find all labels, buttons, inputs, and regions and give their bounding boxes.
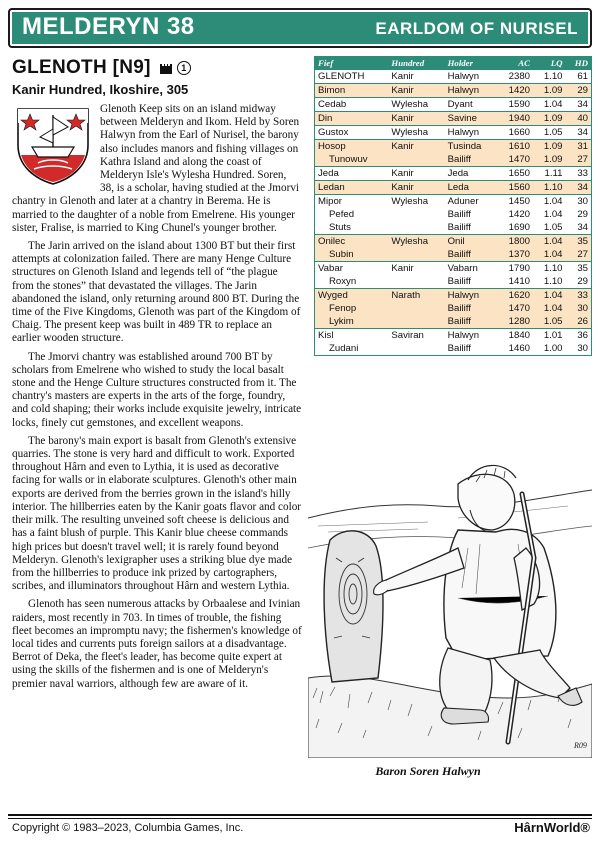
table-row	[315, 70, 592, 84]
hd-cell: 61	[566, 70, 592, 84]
article-paragraph: The Jarin arrived on the island about 1300 BT but their first attempts at colonization failed. There are many Henge Culture structures on Glenoth Island and legends tell of “the plague from the stones” that devastated the villages. The Jarin abandoned the island, only returning around 800 BT. During the time of the Five Kingdoms, Glenoth was part of the Kingdom of Chaig. The present keep was built in 489 TR to replace an earlier wooden structure.	[12, 240, 301, 345]
article-body	[12, 103, 302, 691]
lq-cell: 1.11	[533, 166, 566, 180]
table-row	[315, 329, 592, 343]
table-header-row	[315, 57, 592, 70]
hundred-cell: Wylesha	[388, 125, 444, 139]
hundred-cell: Kanir	[388, 111, 444, 125]
hundred-cell	[388, 221, 444, 235]
hd-cell: 35	[566, 234, 592, 248]
lq-cell: 1.09	[533, 153, 566, 167]
hundred-cell	[388, 248, 444, 262]
baron-illustration	[308, 398, 592, 758]
ac-cell: 1650	[497, 166, 533, 180]
count-badge: 1	[177, 61, 191, 75]
fief-table	[314, 56, 592, 356]
illustration-caption: Baron Soren Halwyn	[375, 764, 481, 778]
brand-logo-text: HârnWorld®	[514, 820, 590, 835]
hd-cell: 35	[577, 262, 588, 274]
table-row	[315, 288, 592, 302]
lq-cell: 1.10	[533, 275, 566, 289]
holder-cell: Bailiff	[445, 153, 497, 167]
header-lq: LQ	[533, 57, 566, 70]
fief-cell: Zudani	[315, 342, 389, 356]
lq-cell: 1.04	[533, 97, 566, 111]
table-row	[315, 166, 592, 180]
fief-cell: Bimon	[315, 83, 389, 97]
hundred-cell: Kanir	[388, 83, 444, 97]
table-row	[315, 315, 592, 329]
hd-cell: 34	[566, 97, 592, 111]
article-paragraph: Glenoth has seen numerous attacks by Orbaalese and Ivinian raiders, most recently in 703. In times of trouble, the fishing fleet becomes an impromptu navy; the fishermen's knowledge of local tides and currents puts foreign sailors at a disadvantage. Berrot of Deka, the fleet's leader, has become quite expert at using the skills of the fishermen and is one of Melderyn's premier naval warriors, although few are aware of it.	[12, 598, 302, 690]
lq-cell: 1.09	[533, 139, 566, 153]
table-row	[315, 234, 592, 248]
hd-cell: 27	[566, 153, 592, 167]
hd-cell: 36	[577, 330, 588, 342]
fief-cell: Tunowuv	[315, 153, 389, 167]
table-row	[315, 194, 592, 208]
lq-cell: 1.10	[543, 262, 563, 274]
hd-cell: 30	[566, 302, 592, 315]
hd-cell: 33	[566, 288, 592, 302]
header-holder: Holder	[445, 57, 497, 70]
ac-cell: 1420	[508, 208, 530, 220]
hundred-cell	[388, 275, 444, 289]
fief-cell: Onilec	[315, 234, 389, 248]
fief-cell: Wyged	[315, 288, 389, 302]
table-row	[315, 180, 592, 194]
fief-cell: Roxyn	[315, 275, 389, 289]
fief-title-row	[12, 56, 302, 80]
artist-signature: R09	[574, 741, 587, 750]
lq-cell: 1.10	[533, 70, 566, 84]
ac-cell: 1690	[497, 221, 533, 235]
holder-cell: Halwyn	[445, 70, 497, 84]
table-row	[315, 111, 592, 125]
holder-cell: Vabarn	[447, 262, 478, 274]
castle-icon	[160, 62, 172, 74]
hd-cell: 30	[577, 195, 588, 207]
footer-rule-thin	[8, 818, 592, 819]
table-row	[315, 248, 592, 262]
table-row	[315, 302, 592, 315]
hundred-cell: Kanir	[388, 139, 444, 153]
hundred-cell	[388, 342, 444, 356]
region-heading: EARLDOM OF NURISEL	[375, 19, 578, 38]
holder-cell: Bailiff	[445, 221, 497, 235]
hd-cell: 29	[566, 275, 592, 289]
holder-cell: Halwyn	[445, 83, 497, 97]
hd-cell: 27	[566, 248, 592, 262]
fief-cell: Fenop	[315, 302, 389, 315]
ac-cell: 1460	[497, 342, 533, 356]
fief-cell: Pefed	[329, 208, 355, 220]
hd-cell: 34	[566, 221, 592, 235]
hundred-cell: Wylesha	[388, 97, 444, 111]
header-ac: AC	[497, 57, 533, 70]
hundred-cell	[388, 315, 444, 329]
hundred-cell: Wylesha	[388, 234, 444, 248]
holder-cell: Bailiff	[445, 248, 497, 262]
lq-cell: 1.09	[533, 83, 566, 97]
hundred-cell: Kanir	[388, 70, 444, 84]
lq-cell: 1.04	[533, 302, 566, 315]
lq-cell: 1.04	[533, 248, 566, 262]
ac-cell: 1840	[508, 330, 530, 342]
fief-cell: Jeda	[315, 166, 389, 180]
table-row	[315, 208, 592, 221]
holder-cell: Savine	[445, 111, 497, 125]
fief-cell: Ledan	[315, 180, 389, 194]
page-banner	[8, 8, 592, 48]
holder-cell: Bailiff	[447, 208, 471, 220]
crest-icon	[12, 105, 94, 187]
lq-cell: 1.05	[533, 315, 566, 329]
table-row	[315, 125, 592, 139]
hundred-cell	[388, 302, 444, 315]
page-number-heading: MELDERYN 38	[22, 13, 195, 40]
ac-cell: 1280	[497, 315, 533, 329]
ac-cell: 1800	[497, 234, 533, 248]
ac-cell: 1370	[497, 248, 533, 262]
footer-rule	[8, 814, 592, 816]
lq-cell: 1.05	[533, 125, 566, 139]
table-row	[315, 153, 592, 167]
fief-cell: Kisl	[318, 330, 334, 342]
table-row	[315, 342, 592, 356]
fief-cell: Subin	[315, 248, 389, 262]
hd-cell: 34	[566, 180, 592, 194]
holder-cell: Bailiff	[445, 275, 497, 289]
ac-cell: 1620	[497, 288, 533, 302]
lq-cell: 1.04	[533, 288, 566, 302]
ac-cell: 1940	[497, 111, 533, 125]
fief-cell: Stuts	[315, 221, 389, 235]
holder-cell: Halwyn	[447, 330, 480, 342]
fief-cell: Cedab	[315, 97, 389, 111]
lq-cell: 1.09	[533, 111, 566, 125]
fief-cell: Hosop	[315, 139, 389, 153]
table-body	[315, 70, 592, 356]
ac-cell: 2380	[497, 70, 533, 84]
fief-subtitle: Kanir Hundred, Ikoshire, 305	[12, 82, 189, 97]
holder-cell: Aduner	[447, 195, 479, 207]
ac-cell: 1420	[497, 83, 533, 97]
ac-cell: 1450	[508, 195, 530, 207]
ac-cell: 1660	[497, 125, 533, 139]
hundred-cell	[388, 153, 444, 167]
hundred-cell: Kanir	[391, 262, 414, 274]
lq-cell: 1.05	[533, 221, 566, 235]
lq-cell: 1.00	[533, 342, 566, 356]
hd-cell: 34	[566, 125, 592, 139]
ac-cell: 1590	[497, 97, 533, 111]
lq-cell: 1.04	[543, 195, 563, 207]
lq-cell: 1.04	[533, 234, 566, 248]
hundred-cell: Narath	[388, 288, 444, 302]
article-paragraph: The barony's main export is basalt from Glenoth's extensive quarries. The stone is very hard and difficult to work. Exported throughout Hârn and even to Lythia, it is used as decorative facing for walls or in elaborate sculptures. Glenoth's other main exports are derived from the berries grown in the island's hilly interior. The hillberries eaten by the Kanir goats flavor and color their milk. The resulting unveined soft cheese is delicious and has a faint blush of purple. This Kanir blue cheese commands high prices but doesn't travel well; it is rarely found beyond Melderyn. Glenoth's lexigrapher uses a striking blue dye made from the hillberries to produce ink prized by cartographers, scribes, and illuminators throughout Hârn and western Lythia.	[12, 434, 302, 593]
hd-cell: 30	[566, 342, 592, 356]
holder-cell: Halwyn	[445, 125, 497, 139]
hundred-cell	[388, 208, 444, 221]
holder-cell: Jeda	[445, 166, 497, 180]
hundred-cell: Kanir	[388, 166, 444, 180]
table-row	[315, 83, 592, 97]
fief-cell: Mipor	[318, 195, 342, 207]
header-fief: Fief	[315, 57, 389, 70]
lq-cell: 1.10	[533, 180, 566, 194]
table-row	[315, 275, 592, 289]
ac-cell: 1560	[497, 180, 533, 194]
header-hundred: Hundred	[388, 57, 444, 70]
table-row	[315, 221, 592, 235]
holder-cell: Bailiff	[445, 342, 497, 356]
holder-cell: Tusinda	[445, 139, 497, 153]
hd-cell: 40	[566, 111, 592, 125]
fief-cell: Vabar	[318, 262, 343, 274]
article-paragraph: Glenoth Keep sits on an island midway between Melderyn and Ikom. Held by Soren Halwyn from the Earl of Nurisel, the barony also includes manors and fishing villages on Kathra Island and along the coast of Melderyn Isle's Wylesha Hundred. Soren, 38, is a scholar, having studied at the Jmorvi chantry in Glenoth and later at a chantry in Berema. He is married to the daughter of a noble from Emelrene. His younger sister, Fralise, is married to King Chunel's younger brother.	[12, 103, 300, 234]
ac-cell: 1610	[497, 139, 533, 153]
holder-cell: Dyant	[445, 97, 497, 111]
hundred-cell: Wylesha	[391, 195, 429, 207]
ac-cell: 1470	[497, 153, 533, 167]
main-article	[12, 56, 302, 696]
fief-cell: Din	[315, 111, 389, 125]
fief-cell: GLENOTH	[315, 70, 389, 84]
hd-cell: 29	[566, 83, 592, 97]
holder-cell: Bailiff	[445, 315, 497, 329]
holder-cell: Onil	[445, 234, 497, 248]
fief-cell: Lykim	[315, 315, 389, 329]
hd-cell: 31	[566, 139, 592, 153]
table-row	[315, 261, 592, 275]
ac-cell: 1470	[497, 302, 533, 315]
lq-cell: 1.04	[543, 208, 563, 220]
lq-cell: 1.01	[543, 330, 563, 342]
hd-cell: 26	[566, 315, 592, 329]
ac-cell: 1790	[508, 262, 530, 274]
holder-cell: Halwyn	[445, 288, 497, 302]
fief-title: GLENOTH [N9]	[12, 57, 151, 78]
holder-cell: Bailiff	[445, 302, 497, 315]
hundred-cell: Saviran	[391, 330, 424, 342]
hd-cell: 29	[577, 208, 588, 220]
article-paragraph: The Jmorvi chantry was established around 700 BT by scholars from Emelrene who wished to study the local basalt stone and the Henge Culture structures constructed from it. The chantry's masters are experts in the arts of the forge, foundry, and cold shaping; their works include exquisite jewelry, intricate locks, finely cut gemstones, and excellent weapons.	[12, 350, 302, 429]
holder-cell: Leda	[445, 180, 497, 194]
header-hd: HD	[566, 57, 592, 70]
fief-cell: Gustox	[315, 125, 389, 139]
ac-cell: 1410	[497, 275, 533, 289]
hundred-cell: Kanir	[388, 180, 444, 194]
table-row	[315, 139, 592, 153]
copyright-text: Copyright © 1983–2023, Columbia Games, Inc.	[12, 822, 244, 834]
table-row	[315, 97, 592, 111]
hd-cell: 33	[566, 166, 592, 180]
